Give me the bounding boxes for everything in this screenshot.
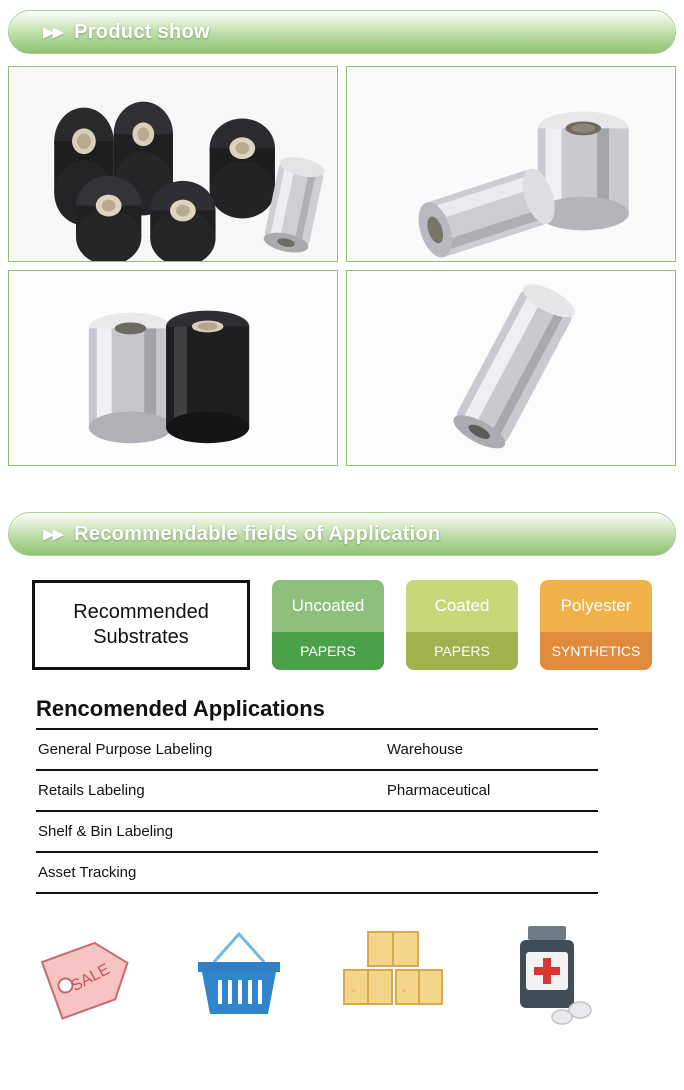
app-row-2-col-2: Pharmaceutical — [333, 770, 598, 811]
substrates-row — [32, 580, 676, 670]
substrates-line-1: Recommended — [73, 601, 209, 623]
product-show-banner — [8, 10, 676, 54]
app-row-2-col-1: Retails Labeling — [36, 770, 333, 811]
applications-heading: Rencomended Applications — [36, 696, 325, 721]
product-show-title: Product show — [74, 20, 210, 43]
medicine-bottle-icon — [492, 918, 602, 1026]
app-row-1-col-1: General Purpose Labeling — [36, 729, 333, 770]
svg-text:SALE: SALE — [68, 960, 113, 996]
chip-uncoated-bottom: PAPERS — [272, 632, 384, 670]
table-row — [36, 811, 598, 852]
sale-tag-icon — [30, 918, 140, 1026]
chip-coated-top: Coated — [406, 580, 518, 632]
app-row-4-col-2 — [333, 852, 598, 893]
cardboard-boxes-icon — [338, 918, 448, 1026]
applications-table — [36, 728, 598, 894]
application-title: Recommendable fields of Application — [74, 522, 441, 545]
chip-polyester-bottom: SYNTHETICS — [540, 632, 652, 670]
app-row-3-col-1: Shelf & Bin Labeling — [36, 811, 333, 852]
substrate-chip-coated — [406, 580, 518, 670]
product-image-1 — [8, 66, 338, 262]
double-arrow-icon: ▶▶ — [43, 526, 63, 543]
table-row — [36, 729, 598, 770]
product-image-2 — [346, 66, 676, 262]
chip-coated-bottom: PAPERS — [406, 632, 518, 670]
app-row-3-col-2 — [333, 811, 598, 852]
product-image-grid — [8, 66, 676, 466]
table-row — [36, 770, 598, 811]
product-image-3 — [8, 270, 338, 466]
substrates-line-2: Substrates — [93, 626, 189, 648]
application-section — [0, 512, 684, 1026]
substrate-chip-polyester — [540, 580, 652, 670]
table-row — [36, 852, 598, 893]
app-row-1-col-2: Warehouse — [333, 729, 598, 770]
application-icons-row — [30, 916, 684, 1026]
shopping-basket-icon — [184, 918, 294, 1026]
product-image-4 — [346, 270, 676, 466]
application-banner — [8, 512, 676, 556]
recommended-substrates-box — [32, 580, 250, 670]
applications-block — [36, 696, 644, 894]
double-arrow-icon: ▶▶ — [43, 24, 63, 41]
chip-polyester-top: Polyester — [540, 580, 652, 632]
app-row-4-col-1: Asset Tracking — [36, 852, 333, 893]
svg-text:▫: ▫ — [402, 985, 406, 997]
chip-uncoated-top: Uncoated — [272, 580, 384, 632]
svg-text:▫: ▫ — [352, 985, 356, 997]
substrate-chip-uncoated — [272, 580, 384, 670]
page — [0, 10, 684, 1090]
